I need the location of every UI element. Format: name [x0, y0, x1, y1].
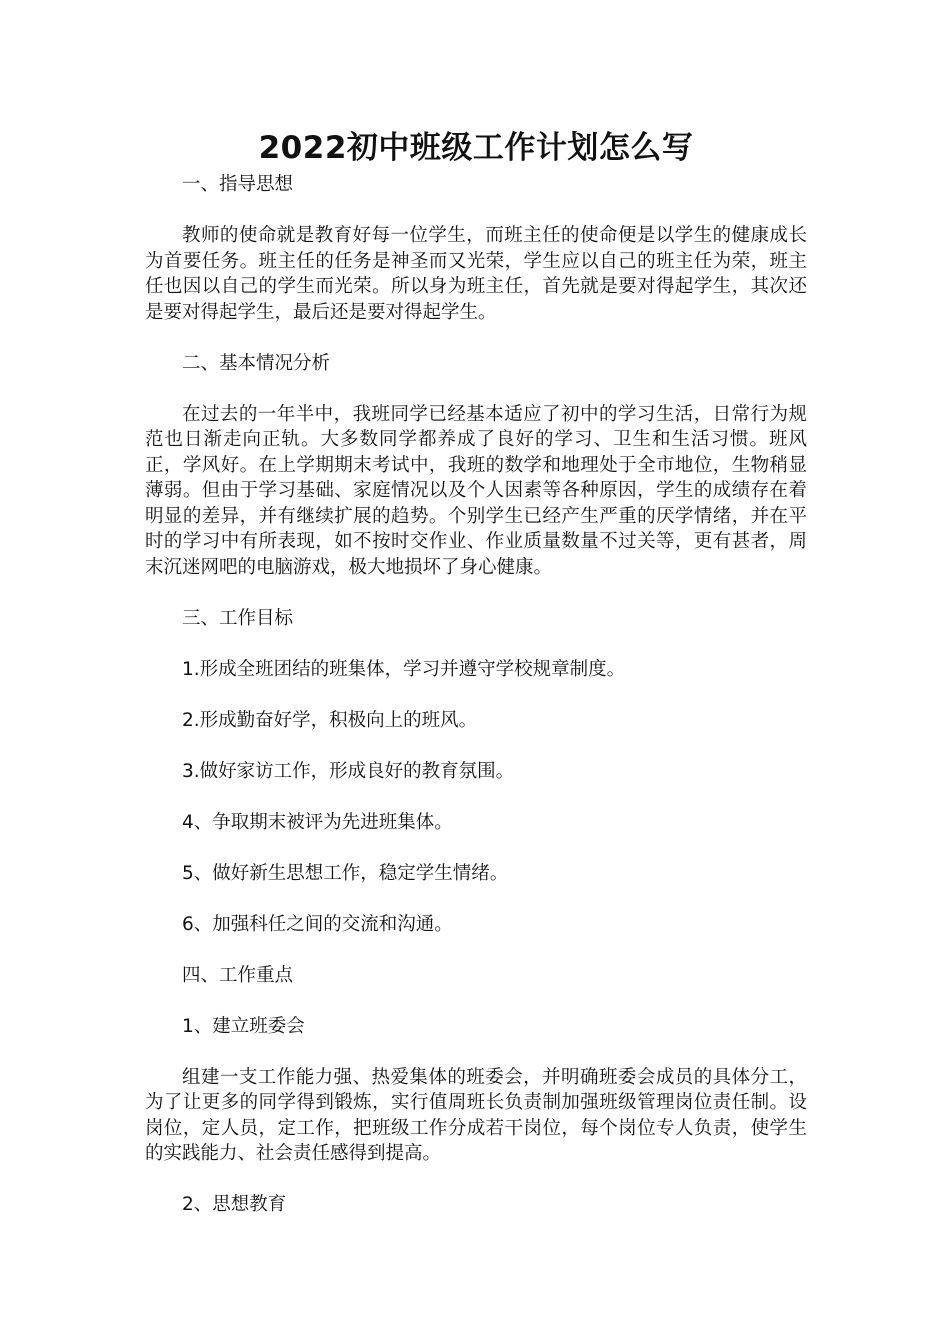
paragraph-gap [145, 580, 807, 606]
goal-item: 4、争取期末被评为先进班集体。 [182, 811, 453, 833]
subsection-heading: 1、建立班委会 [182, 1015, 305, 1037]
paragraph-gap [145, 682, 807, 708]
paragraph-gap [145, 733, 807, 759]
section-heading: 四、工作重点 [182, 964, 294, 986]
paragraph-gap [145, 784, 807, 810]
body-paragraph: 教师的使命就是教育好每一位学生，而班主任的使命便是以学生的健康成长为首要任务。班主任的任务是神圣而又光荣，学生应以自己的班主任为荣，班主任也因以自己的学生而光荣。所以身为班主任，首先就是要对得起学生，其次还是要对得起学生，最后还是要对得起学生。 [145, 225, 807, 323]
document-title: 2022初中班级工作计划怎么写 [258, 130, 694, 166]
goal-item: 3.做好家访工作，形成良好的教育氛围。 [182, 760, 515, 782]
body-paragraph: 在过去的一年半中，我班同学已经基本适应了初中的学习生活，日常行为规范也日渐走向正轨。大多数同学都养成了良好的学习、卫生和生活习惯。班风正，学风好。在上学期期末考试中，我班的数学和地理处于全市地位，生物稍显薄弱。但由于学习基础、家庭情况以及个人因素等各种原因，学生的成绩存在着明显的差异，并有继续扩展的趋势。个别学生已经产生严重的厌学情绪，并在平时的学习中有所表现，如不按时交作业、作业质量数量不过关等，更有甚者，周末沉迷网吧的电脑游戏，极大地损坏了身心健康。 [145, 403, 807, 578]
goal-item: 2.形成勤奋好学，积极向上的班风。 [182, 709, 478, 731]
paragraph-gap [145, 1167, 807, 1193]
subsection-heading: 2、思想教育 [182, 1194, 287, 1215]
paragraph-gap [145, 198, 807, 224]
goal-item: 5、做好新生思想工作，稳定学生情绪。 [182, 862, 509, 884]
section-heading: 二、基本情况分析 [182, 352, 331, 374]
goal-item: 6、加强科任之间的交流和沟通。 [182, 913, 453, 935]
paragraph-gap [145, 937, 807, 963]
paragraph-gap [145, 325, 807, 351]
paragraph-gap [145, 988, 807, 1014]
paragraph-gap [145, 376, 807, 402]
document-page [145, 128, 807, 1218]
paragraph-gap [145, 1039, 807, 1065]
section-heading: 三、工作目标 [182, 607, 294, 629]
section-heading: 一、指导思想 [182, 174, 294, 195]
paragraph-gap [145, 886, 807, 912]
body-paragraph: 组建一支工作能力强、热爱集体的班委会，并明确班委会成员的具体分工，为了让更多的同学得到锻炼，实行值周班长负责制加强班级管理岗位责任制。设岗位，定人员，定工作，把班级工作分成若干岗位，每个岗位专人负责，使学生的实践能力、社会责任感得到提高。 [145, 1066, 807, 1164]
paragraph-gap [145, 631, 807, 657]
paragraph-gap [145, 835, 807, 861]
goal-item: 1.形成全班团结的班集体，学习并遵守学校规章制度。 [182, 658, 626, 680]
